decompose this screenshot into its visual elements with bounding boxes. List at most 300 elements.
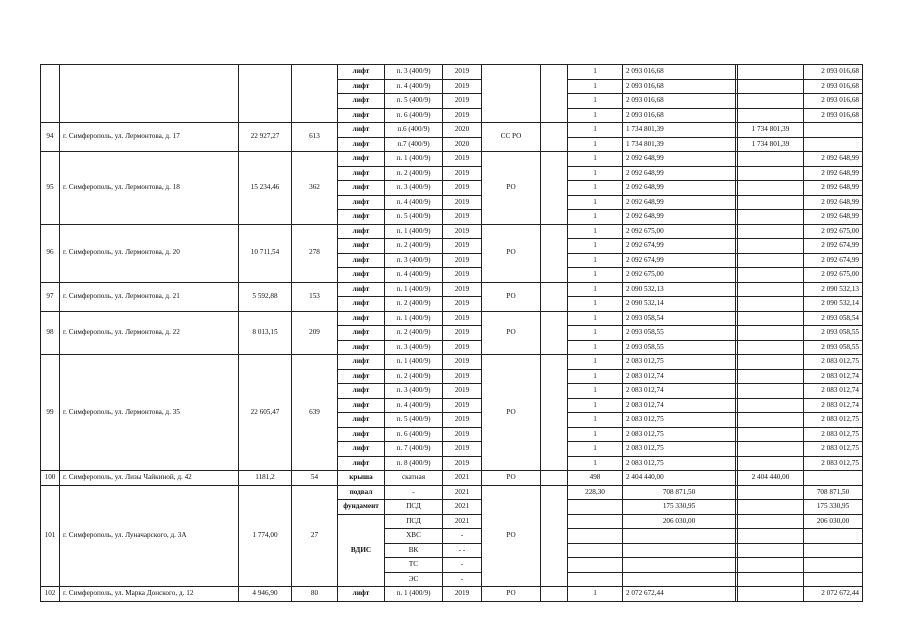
year-cell: 2019 <box>443 326 482 341</box>
total-cost-cell: 2 083 012,75 <box>623 413 736 428</box>
funding-fund-cell <box>738 558 804 573</box>
year-cell: 2019 <box>443 195 482 210</box>
funding-regional-cell <box>804 471 863 486</box>
residents-cell: 80 <box>292 587 338 602</box>
year-cell: 2019 <box>443 587 482 602</box>
funding-fund-cell <box>738 297 804 312</box>
funding-fund-cell <box>738 485 804 500</box>
residents-cell: 613 <box>292 123 338 152</box>
funding-regional-cell: 2 083 012,75 <box>804 427 863 442</box>
quantity-cell: 1 <box>568 181 623 196</box>
total-cost-cell: 2 092 648,99 <box>623 152 736 167</box>
work-item-cell: п. 5 (400/9) <box>385 94 443 109</box>
work-type-cell: лифт <box>338 413 385 428</box>
address-cell: г. Симферополь, ул. Лермонтова, д. 22 <box>60 311 239 355</box>
address-cell: г. Симферополь, ул. Марка Донского, д. 12 <box>60 587 239 602</box>
work-type-cell: лифт <box>338 427 385 442</box>
funding-regional-cell: 2 092 674,99 <box>804 253 863 268</box>
work-item-cell: п. 1 (400/9) <box>385 282 443 297</box>
funding-fund-cell <box>738 108 804 123</box>
total-cost-cell <box>623 543 736 558</box>
work-item-cell: ЭС <box>385 572 443 587</box>
year-cell: 2021 <box>443 500 482 515</box>
work-item-cell: ХВС <box>385 529 443 544</box>
year-cell: 2019 <box>443 297 482 312</box>
work-type-cell: лифт <box>338 94 385 109</box>
funding-regional-cell: 2 092 648,99 <box>804 210 863 225</box>
work-type-cell: лифт <box>338 137 385 152</box>
funding-fund-cell: 2 404 440,00 <box>738 471 804 486</box>
funding-fund-cell <box>738 166 804 181</box>
total-cost-cell: 2 083 012,75 <box>623 442 736 457</box>
funding-regional-cell: 2 092 674,99 <box>804 239 863 254</box>
funding-regional-cell: 2 083 012,75 <box>804 355 863 370</box>
quantity-cell: 1 <box>568 152 623 167</box>
work-item-cell: п. 3 (400/9) <box>385 181 443 196</box>
total-cost-cell: 2 093 016,68 <box>623 79 736 94</box>
quantity-cell <box>568 500 623 515</box>
method-cell: РО <box>482 471 541 486</box>
row-number-cell: 101 <box>41 485 60 587</box>
work-type-cell: лифт <box>338 456 385 471</box>
quantity-cell: 1 <box>568 79 623 94</box>
funding-regional-cell: 2 072 672,44 <box>804 587 863 602</box>
funding-fund-cell <box>738 427 804 442</box>
total-cost-cell: 2 093 016,68 <box>623 94 736 109</box>
work-type-cell: лифт <box>338 268 385 283</box>
funding-regional-cell: 206 030,00 <box>804 514 863 529</box>
funding-fund-cell <box>738 543 804 558</box>
work-type-cell: лифт <box>338 181 385 196</box>
quantity-cell: 1 <box>568 65 623 80</box>
funding-fund-cell: 1 734 801,39 <box>738 123 804 138</box>
quantity-cell: 1 <box>568 253 623 268</box>
year-cell: 2019 <box>443 384 482 399</box>
work-type-cell: лифт <box>338 442 385 457</box>
funding-regional-cell: 2 083 012,74 <box>804 369 863 384</box>
quantity-cell: 1 <box>568 297 623 312</box>
quantity-cell <box>568 558 623 573</box>
blank-cell <box>541 471 568 486</box>
year-cell: 2019 <box>443 311 482 326</box>
work-type-cell: подвал <box>338 485 385 500</box>
funding-fund-cell <box>738 456 804 471</box>
method-cell <box>482 65 541 123</box>
funding-regional-cell: 2 090 532,13 <box>804 282 863 297</box>
work-item-cell: п. 6 (400/9) <box>385 427 443 442</box>
quantity-cell: 1 <box>568 456 623 471</box>
total-cost-cell: 2 404 440,00 <box>623 471 736 486</box>
funding-regional-cell <box>804 572 863 587</box>
quantity-cell <box>568 543 623 558</box>
quantity-cell: 1 <box>568 442 623 457</box>
table-row <box>41 311 863 326</box>
blank-cell <box>541 587 568 602</box>
method-cell: РО <box>482 587 541 602</box>
quantity-cell <box>568 529 623 544</box>
blank-cell <box>541 123 568 152</box>
funding-regional-cell <box>804 137 863 152</box>
work-type-cell: лифт <box>338 152 385 167</box>
row-number-cell <box>41 65 60 123</box>
document-page <box>40 64 863 602</box>
total-cost-cell: 206 030,00 <box>623 514 736 529</box>
method-cell: РО <box>482 282 541 311</box>
quantity-cell: 1 <box>568 282 623 297</box>
quantity-cell: 1 <box>568 108 623 123</box>
year-cell: 2019 <box>443 340 482 355</box>
work-type-cell: лифт <box>338 340 385 355</box>
area-cell: 8 013,15 <box>239 311 292 355</box>
year-cell: 2019 <box>443 239 482 254</box>
work-item-cell: п. 2 (400/9) <box>385 369 443 384</box>
row-number-cell: 95 <box>41 152 60 225</box>
funding-fund-cell <box>738 311 804 326</box>
total-cost-cell: 2 090 532,14 <box>623 297 736 312</box>
funding-fund-cell <box>738 253 804 268</box>
quantity-cell: 1 <box>568 587 623 602</box>
blank-cell <box>541 224 568 282</box>
capital-repair-table <box>40 64 863 602</box>
row-number-cell: 98 <box>41 311 60 355</box>
work-item-cell: п. 2 (400/9) <box>385 297 443 312</box>
total-cost-cell: 2 092 675,00 <box>623 224 736 239</box>
address-cell: г. Симферополь, ул. Лермонтова, д. 17 <box>60 123 239 152</box>
work-item-cell: п. 6 (400/9) <box>385 108 443 123</box>
funding-regional-cell: 2 092 648,99 <box>804 195 863 210</box>
quantity-cell: 1 <box>568 413 623 428</box>
quantity-cell: 1 <box>568 384 623 399</box>
quantity-cell: 1 <box>568 210 623 225</box>
funding-regional-cell: 2 083 012,74 <box>804 384 863 399</box>
total-cost-cell: 2 083 012,75 <box>623 355 736 370</box>
year-cell: 2021 <box>443 485 482 500</box>
work-item-cell: п. 3 (400/9) <box>385 253 443 268</box>
address-cell: г. Симферополь, ул. Лермонтова, д. 21 <box>60 282 239 311</box>
work-item-cell: п. 1 (400/9) <box>385 587 443 602</box>
funding-regional-cell: 2 083 012,75 <box>804 456 863 471</box>
quantity-cell <box>568 514 623 529</box>
total-cost-cell: 2 093 016,68 <box>623 108 736 123</box>
work-item-cell: п. 5 (400/9) <box>385 413 443 428</box>
funding-fund-cell <box>738 398 804 413</box>
funding-regional-cell <box>804 529 863 544</box>
total-cost-cell <box>623 529 736 544</box>
table-row <box>41 65 863 80</box>
funding-regional-cell <box>804 543 863 558</box>
work-item-cell: ПСД <box>385 500 443 515</box>
quantity-cell: 1 <box>568 398 623 413</box>
work-item-cell: п. 3 (400/9) <box>385 65 443 80</box>
residents-cell: 54 <box>292 471 338 486</box>
funding-regional-cell: 2 093 016,68 <box>804 94 863 109</box>
funding-regional-cell: 2 083 012,75 <box>804 442 863 457</box>
work-item-cell: п. 2 (400/9) <box>385 166 443 181</box>
work-item-cell: п. 1 (400/9) <box>385 224 443 239</box>
funding-fund-cell <box>738 587 804 602</box>
total-cost-cell: 2 083 012,74 <box>623 369 736 384</box>
work-type-cell: лифт <box>338 384 385 399</box>
year-cell: 2019 <box>443 268 482 283</box>
funding-regional-cell: 2 083 012,74 <box>804 398 863 413</box>
work-type-cell: лифт <box>338 326 385 341</box>
quantity-cell: 1 <box>568 195 623 210</box>
year-cell: 2019 <box>443 253 482 268</box>
area-cell: 22 605,47 <box>239 355 292 471</box>
quantity-cell: 1 <box>568 239 623 254</box>
method-cell: РО <box>482 485 541 587</box>
quantity-cell: 1 <box>568 137 623 152</box>
quantity-cell: 1 <box>568 355 623 370</box>
work-item-cell: п. 3 (400/9) <box>385 384 443 399</box>
funding-regional-cell: 2 083 012,75 <box>804 413 863 428</box>
quantity-cell: 1 <box>568 369 623 384</box>
table-row <box>41 587 863 602</box>
funding-regional-cell: 2 092 648,99 <box>804 152 863 167</box>
work-item-cell: скатная <box>385 471 443 486</box>
year-cell: 2019 <box>443 94 482 109</box>
quantity-cell: 1 <box>568 311 623 326</box>
funding-fund-cell <box>738 224 804 239</box>
address-cell: г. Симферополь, ул. Лермонтова, д. 18 <box>60 152 239 225</box>
funding-fund-cell <box>738 282 804 297</box>
funding-fund-cell <box>738 369 804 384</box>
funding-regional-cell: 175 330,95 <box>804 500 863 515</box>
quantity-cell: 1 <box>568 268 623 283</box>
blank-cell <box>541 65 568 123</box>
total-cost-cell: 2 092 648,99 <box>623 210 736 225</box>
funding-fund-cell <box>738 152 804 167</box>
address-cell: г. Симферополь, ул. Лизы Чайкиной, д. 42 <box>60 471 239 486</box>
quantity-cell: 1 <box>568 166 623 181</box>
blank-cell <box>541 355 568 471</box>
table-row <box>41 282 863 297</box>
year-cell: 2019 <box>443 65 482 80</box>
table-body <box>41 65 863 602</box>
area-cell: 1 774,00 <box>239 485 292 587</box>
year-cell: 2019 <box>443 79 482 94</box>
year-cell: 2019 <box>443 369 482 384</box>
total-cost-cell: 1 734 801,39 <box>623 137 736 152</box>
year-cell: 2020 <box>443 123 482 138</box>
work-type-cell: лифт <box>338 210 385 225</box>
funding-regional-cell: 708 871,50 <box>804 485 863 500</box>
method-cell: РО <box>482 152 541 225</box>
funding-fund-cell <box>738 500 804 515</box>
year-cell: 2021 <box>443 514 482 529</box>
year-cell: - <box>443 529 482 544</box>
total-cost-cell: 2 072 672,44 <box>623 587 736 602</box>
area-cell: 10 711,54 <box>239 224 292 282</box>
funding-fund-cell <box>738 355 804 370</box>
row-number-cell: 100 <box>41 471 60 486</box>
blank-cell <box>541 485 568 587</box>
area-cell: 5 592,88 <box>239 282 292 311</box>
work-type-cell: лифт <box>338 282 385 297</box>
funding-fund-cell: 1 734 801,39 <box>738 137 804 152</box>
funding-fund-cell <box>738 413 804 428</box>
year-cell: 2019 <box>443 181 482 196</box>
funding-fund-cell <box>738 572 804 587</box>
residents-cell <box>292 65 338 123</box>
work-item-cell: п.7 (400/9) <box>385 137 443 152</box>
area-cell: 15 234,46 <box>239 152 292 225</box>
work-type-cell: лифт <box>338 239 385 254</box>
work-type-cell: ВДИС <box>338 514 385 587</box>
funding-fund-cell <box>738 79 804 94</box>
funding-regional-cell: 2 092 675,00 <box>804 268 863 283</box>
work-type-cell: лифт <box>338 297 385 312</box>
year-cell: 2019 <box>443 282 482 297</box>
table-row <box>41 224 863 239</box>
total-cost-cell: 2 093 058,55 <box>623 340 736 355</box>
work-item-cell: п. 3 (400/9) <box>385 340 443 355</box>
residents-cell: 27 <box>292 485 338 587</box>
address-cell: г. Симферополь, ул. Лермонтова, д. 20 <box>60 224 239 282</box>
year-cell: 2019 <box>443 442 482 457</box>
funding-regional-cell: 2 093 058,55 <box>804 340 863 355</box>
year-cell: 2019 <box>443 398 482 413</box>
funding-fund-cell <box>738 384 804 399</box>
quantity-cell: 1 <box>568 94 623 109</box>
total-cost-cell: 175 330,95 <box>623 500 736 515</box>
work-item-cell: ПСД <box>385 514 443 529</box>
total-cost-cell: 2 090 532,13 <box>623 282 736 297</box>
row-number-cell: 96 <box>41 224 60 282</box>
total-cost-cell: 2 083 012,75 <box>623 456 736 471</box>
work-item-cell: п. 4 (400/9) <box>385 79 443 94</box>
funding-regional-cell: 2 093 016,68 <box>804 79 863 94</box>
table-row <box>41 152 863 167</box>
total-cost-cell: 2 092 648,99 <box>623 195 736 210</box>
work-item-cell: ВК <box>385 543 443 558</box>
method-cell: РО <box>482 355 541 471</box>
work-item-cell: п. 1 (400/9) <box>385 355 443 370</box>
quantity-cell: 228,30 <box>568 485 623 500</box>
total-cost-cell: 2 083 012,74 <box>623 398 736 413</box>
residents-cell: 209 <box>292 311 338 355</box>
method-cell: РО <box>482 224 541 282</box>
work-type-cell: лифт <box>338 587 385 602</box>
total-cost-cell: 2 092 648,99 <box>623 166 736 181</box>
funding-fund-cell <box>738 442 804 457</box>
area-cell <box>239 65 292 123</box>
total-cost-cell: 2 083 012,74 <box>623 384 736 399</box>
funding-fund-cell <box>738 210 804 225</box>
work-item-cell: п. 5 (400/9) <box>385 210 443 225</box>
year-cell: - <box>443 558 482 573</box>
funding-fund-cell <box>738 94 804 109</box>
total-cost-cell: 2 092 675,00 <box>623 268 736 283</box>
funding-regional-cell: 2 093 058,55 <box>804 326 863 341</box>
address-cell: г. Симферополь, ул. Лермонтова, д. 35 <box>60 355 239 471</box>
residents-cell: 362 <box>292 152 338 225</box>
work-item-cell: п. 8 (400/9) <box>385 456 443 471</box>
total-cost-cell: 2 092 674,99 <box>623 253 736 268</box>
residents-cell: 153 <box>292 282 338 311</box>
work-type-cell: лифт <box>338 123 385 138</box>
work-item-cell: п. 4 (400/9) <box>385 195 443 210</box>
funding-regional-cell <box>804 558 863 573</box>
year-cell: - <box>443 572 482 587</box>
year-cell: 2019 <box>443 108 482 123</box>
row-number-cell: 94 <box>41 123 60 152</box>
year-cell: 2021 <box>443 471 482 486</box>
quantity-cell: 1 <box>568 326 623 341</box>
row-number-cell: 99 <box>41 355 60 471</box>
year-cell: 2019 <box>443 355 482 370</box>
total-cost-cell: 2 093 058,54 <box>623 311 736 326</box>
quantity-cell <box>568 572 623 587</box>
quantity-cell: 1 <box>568 340 623 355</box>
work-item-cell: ТС <box>385 558 443 573</box>
year-cell: 2019 <box>443 152 482 167</box>
funding-fund-cell <box>738 195 804 210</box>
total-cost-cell <box>623 558 736 573</box>
area-cell: 4 946,90 <box>239 587 292 602</box>
table-row <box>41 123 863 138</box>
total-cost-cell <box>623 572 736 587</box>
total-cost-cell: 2 093 058,55 <box>623 326 736 341</box>
year-cell: 2019 <box>443 224 482 239</box>
funding-fund-cell <box>738 340 804 355</box>
quantity-cell: 1 <box>568 427 623 442</box>
work-item-cell: п. 7 (400/9) <box>385 442 443 457</box>
year-cell: 2019 <box>443 166 482 181</box>
work-type-cell: лифт <box>338 398 385 413</box>
method-cell: РО <box>482 311 541 355</box>
total-cost-cell: 2 092 648,99 <box>623 181 736 196</box>
work-item-cell: п. 2 (400/9) <box>385 326 443 341</box>
funding-fund-cell <box>738 268 804 283</box>
work-type-cell: лифт <box>338 355 385 370</box>
funding-regional-cell: 2 092 675,00 <box>804 224 863 239</box>
area-cell: 1181,2 <box>239 471 292 486</box>
funding-regional-cell: 2 092 648,99 <box>804 181 863 196</box>
funding-fund-cell <box>738 529 804 544</box>
address-cell <box>60 65 239 123</box>
work-item-cell: п. 4 (400/9) <box>385 268 443 283</box>
funding-fund-cell <box>738 181 804 196</box>
row-number-cell: 102 <box>41 587 60 602</box>
work-item-cell: п. 1 (400/9) <box>385 311 443 326</box>
funding-fund-cell <box>738 65 804 80</box>
year-cell: 2019 <box>443 427 482 442</box>
total-cost-cell: 2 083 012,75 <box>623 427 736 442</box>
total-cost-cell: 1 734 801,39 <box>623 123 736 138</box>
work-type-cell: лифт <box>338 253 385 268</box>
work-type-cell: лифт <box>338 166 385 181</box>
funding-regional-cell: 2 090 532,14 <box>804 297 863 312</box>
work-type-cell: лифт <box>338 311 385 326</box>
funding-regional-cell: 2 093 016,68 <box>804 65 863 80</box>
row-number-cell: 97 <box>41 282 60 311</box>
year-cell: 2019 <box>443 456 482 471</box>
funding-regional-cell <box>804 123 863 138</box>
work-item-cell: п. 1 (400/9) <box>385 152 443 167</box>
total-cost-cell: 2 093 016,68 <box>623 65 736 80</box>
area-cell: 22 927,27 <box>239 123 292 152</box>
quantity-cell: 498 <box>568 471 623 486</box>
work-item-cell: п.6 (400/9) <box>385 123 443 138</box>
work-type-cell: лифт <box>338 195 385 210</box>
year-cell: 2019 <box>443 210 482 225</box>
total-cost-cell: 2 092 674,99 <box>623 239 736 254</box>
quantity-cell: 1 <box>568 224 623 239</box>
work-item-cell: - <box>385 485 443 500</box>
year-cell: 2020 <box>443 137 482 152</box>
address-cell: г. Симферополь, ул. Луначарского, д. 3А <box>60 485 239 587</box>
